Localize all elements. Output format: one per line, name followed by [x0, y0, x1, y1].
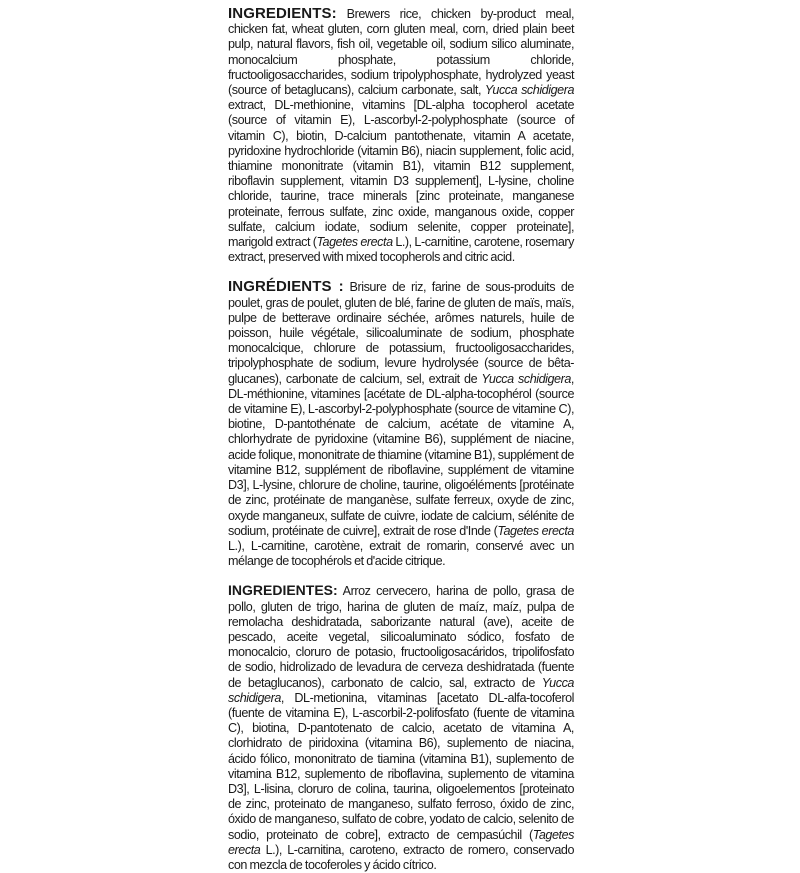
ingredients-spanish — [228, 583, 574, 873]
ingredients-spanish-heading: INGREDIENTES: — [228, 582, 338, 599]
ingredients-spanish-text-1: Arroz cervecero, harina de pollo, grasa de pollo, gluten de trigo, harina de gluten de maíz, maíz, pulpa de remolacha deshidratada, saborizante natural (ave), aceite de pescado, aceite vegetal, silicoaluminato sódico, fosfato de monocalcio, cloruro de potasio, fructooligosacáridos, tripolifosfato de sodio, hidrolizado de levadura de cerveza deshidratada (fuente de betaglucanos), carbonato de calcio, sal, extracto de — [228, 584, 574, 690]
ingredients-spanish-yucca: Yucca schidigera — [228, 675, 574, 705]
ingredients-french — [228, 279, 574, 569]
ingredients-panel — [228, 6, 574, 873]
ingredients-french-text-3: L.), L-carnitine, carotène, extrait de romarin, conservé avec un mélange de tocophérols et d'acide citrique. — [228, 538, 574, 569]
ingredients-english — [228, 6, 574, 265]
ingredients-french-text-1: Brisure de riz, farine de sous-produits de poulet, gras de poulet, gluten de blé, farine de gluten de maïs, maïs, pulpe de betterave ordinaire séchée, arômes naturels, huile de poisson, huile végétale, silicoaluminate de sodium, phosphate monocalcique, chlorure de potassium, fructooligosaccharides, tripolyphosphate de sodium, levure hydrolysée (source de bêta-glucanes), carbonate de calcium, sel, extrait de — [228, 280, 574, 386]
ingredients-french-tagetes: Tagetes erecta — [497, 523, 574, 538]
ingredients-english-text-1: Brewers rice, chicken by-product meal, chicken fat, wheat gluten, corn gluten meal, corn, dried plain beet pulp, natural flavors, fish oil, vegetable oil, sodium silico aluminate, monocalcium phosphate, potassium chloride, fructooligosaccharides, sodium tripolyphosphate, hydrolyzed yeast (source of betaglucans), calcium carbonate, salt, — [228, 7, 574, 98]
ingredients-english-yucca: Yucca schidigera — [484, 83, 574, 98]
ingredients-spanish-text-2: , DL-metionina, vitaminas [acetato DL-alfa-tocoferol (fuente de vitamina E), L-ascorbil-2-polifosfato (fuente de vitamina C), biotina, D-pantotenato de calcio, acetato de vitamina A, clorhidrato de piridoxina (vitamina B6), suplemento de niacina, ácido fólico, mononitrato de tiamina (vitamina B1), suplemento de vitamina B12, suplemento de riboflavina, suplemento de vitamina D3], L-lisina, cloruro de colina, taurina, oligoelementos [proteinato de zinc, proteinato de manganeso, sulfato ferroso, óxido de zinc, óxido de manganeso, sulfato de cobre, yodato de calcio, selenito de sodio, proteinato de cobre], extracto de cempasúchil ( — [228, 690, 574, 842]
ingredients-spanish-text-3: L.), L-carnitina, caroteno, extracto de romero, conservado con mezcla de tocoferoles y ácido cítrico. — [228, 842, 574, 872]
ingredients-english-text-2: extract, DL-methionine, vitamins [DL-alpha tocopherol acetate (source of vitamin E), L-ascorbyl-2-polyphosphate (source of vitamin C), biotin, D-calcium pantothenate, vitamin A acetate, pyridoxine hydrochloride (vitamin B6), niacin supplement, folic acid, thiamine mononitrate (vitamin B1), vitamin B12 supplement, riboflavin supplement, vitamin D3 supplement], L-lysine, choline chloride, taurine, trace minerals [zinc proteinate, manganese proteinate, ferrous sulfate, zinc oxide, manganous oxide, copper sulfate, calcium iodate, sodium selenite, copper proteinate], marigold extract ( — [228, 98, 574, 250]
ingredients-english-text-3: L.), L-carnitine, carotene, rosemary extract, preserved with mixed tocopherols and citric acid. — [228, 235, 574, 265]
ingredients-english-tagetes: Tagetes erecta — [316, 235, 393, 250]
ingredients-french-yucca: Yucca schidigera — [481, 371, 571, 386]
ingredients-french-heading: INGRÉDIENTS : — [228, 278, 344, 296]
ingredients-english-heading: INGREDIENTS: — [228, 5, 337, 22]
ingredients-spanish-tagetes: Tagetes erecta — [228, 827, 574, 857]
ingredients-french-text-2: , DL-méthionine, vitamines [acétate de DL-alpha-tocophérol (source de vitamine E), L-ascorbyl-2-polyphosphate (source de vitamine C), biotine, D-pantothénate de calcium, acétate de vitamine A, chlorhydrate de pyridoxine (vitamine B6), supplément de niacine, acide folique, mononitrate de thiamine (vitamine B1), supplément de vitamine B12, supplément de riboflavine, supplément de vitamine D3], L-lysine, chlorure de choline, taurine, oligoéléments [protéinate de zinc, protéinate de manganèse, sulfate ferreux, oxyde de zinc, oxyde manganeux, sulfate de cuivre, iodate de calcium, sélénite de sodium, protéinate de cuivre], extrait de rose d'Inde ( — [228, 371, 574, 538]
